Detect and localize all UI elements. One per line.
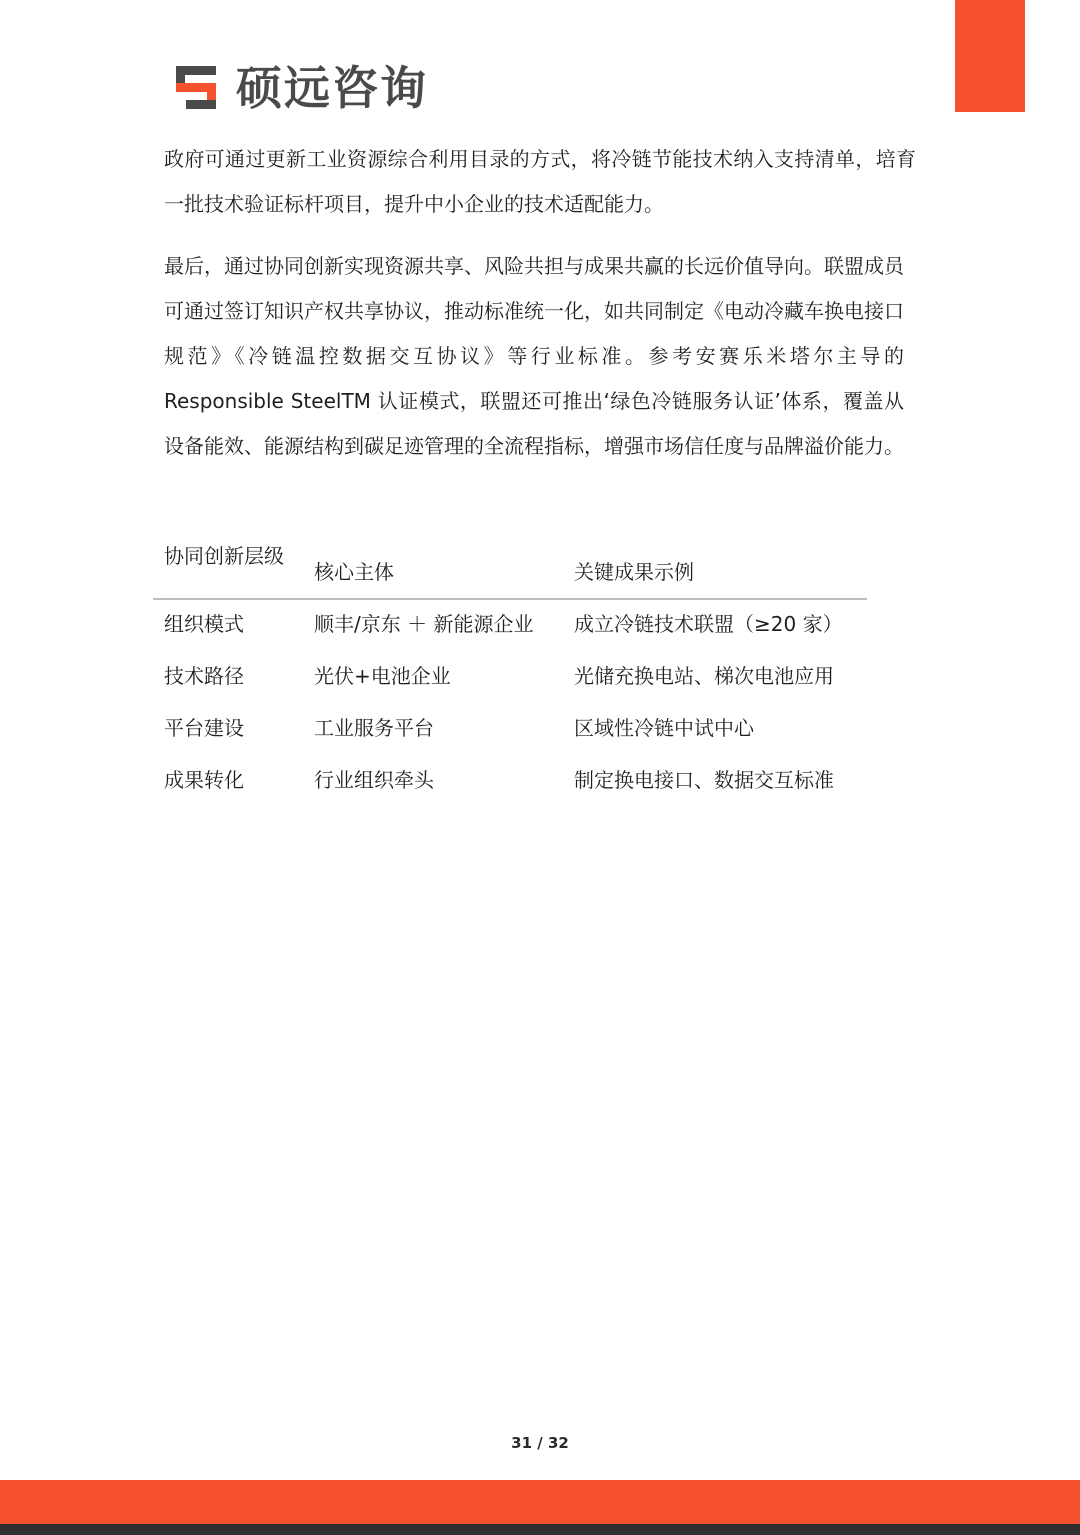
brand-logo-icon	[176, 62, 228, 114]
corner-accent-tab	[955, 0, 1025, 112]
footer-accent-bar	[0, 1480, 1080, 1524]
table-row	[164, 700, 884, 752]
table-row	[164, 752, 884, 804]
table-header	[164, 538, 864, 588]
table-header-level: 协同创新层级	[164, 544, 284, 568]
brand-name: 硕远咨询	[236, 61, 428, 115]
table-cell-core: 顺丰/京东 ＋ 新能源企业	[314, 612, 534, 636]
table-cell-level: 平台建设	[164, 716, 244, 740]
table-cell-level: 组织模式	[164, 612, 244, 636]
table-cell-example: 区域性冷链中试中心	[574, 716, 754, 740]
page-number: 31 / 32	[511, 1434, 569, 1452]
table-header-example: 关键成果示例	[574, 560, 694, 584]
table-cell-level: 成果转化	[164, 768, 244, 792]
paragraph-collaboration: 最后，通过协同创新实现资源共享、风险共担与成果共赢的长远价值导向。联盟成员可通过签订知识产权共享协议，推动标准统一化，如共同制定《电动冷藏车换电接口规范》《冷链温控数据交互协议》等行业标准。参考安赛乐米塔尔主导的 Responsible SteelTM 认证模式，联盟还可推出‘绿色冷链服务认证’体系，覆盖从设备能效、能源结构到碳足迹管理的全流程指标，增强市场信任度与品牌溢价能力。	[164, 254, 904, 458]
table-cell-core: 工业服务平台	[314, 716, 434, 740]
table-cell-core: 光伏+电池企业	[314, 664, 451, 688]
table-row	[164, 596, 884, 648]
table-row	[164, 648, 884, 700]
table-cell-example: 成立冷链技术联盟（≥20 家）	[574, 612, 843, 636]
table-cell-core: 行业组织牵头	[314, 768, 434, 792]
table-cell-example: 制定换电接口、数据交互标准	[574, 768, 834, 792]
paragraph-government: 政府可通过更新工业资源综合利用目录的方式，将冷链节能技术纳入支持清单，培育一批技术验证标杆项目，提升中小企业的技术适配能力。	[164, 147, 916, 216]
brand-header	[176, 58, 428, 118]
innovation-table	[164, 596, 884, 804]
table-header-core: 核心主体	[314, 560, 394, 584]
table-cell-level: 技术路径	[164, 664, 244, 688]
table-cell-example: 光储充换电站、梯次电池应用	[574, 664, 834, 688]
footer-dark-strip	[0, 1524, 1080, 1535]
